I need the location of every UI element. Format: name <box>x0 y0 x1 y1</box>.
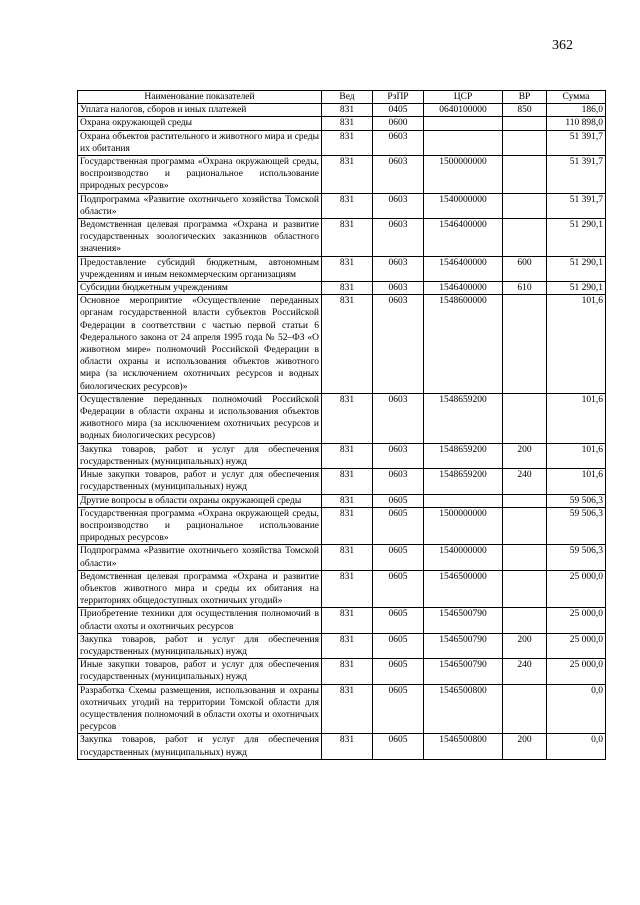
table-row <box>78 117 606 130</box>
row-rzpr: 0405 <box>373 104 424 117</box>
row-rzpr: 0603 <box>373 443 424 468</box>
row-rzpr: 0605 <box>373 570 424 608</box>
row-sum: 101,6 <box>547 393 606 443</box>
row-vr <box>503 117 547 130</box>
row-sum: 51 290,1 <box>547 219 606 257</box>
row-csr: 1546500790 <box>424 659 503 684</box>
row-sum: 51 391,7 <box>547 130 606 155</box>
table-header-row <box>78 91 606 104</box>
table-row <box>78 256 606 281</box>
row-rzpr: 0603 <box>373 295 424 394</box>
row-csr: 1540000000 <box>424 193 503 218</box>
table-row <box>78 734 606 759</box>
row-ved: 831 <box>322 469 373 494</box>
header-rzpr: РзПР <box>373 91 424 104</box>
row-sum: 186,0 <box>547 104 606 117</box>
table-row <box>78 608 606 633</box>
row-name: Подпрограмма «Развитие охотничьего хозяйства Томской области» <box>78 545 322 570</box>
row-ved: 831 <box>322 633 373 658</box>
row-vr: 240 <box>503 469 547 494</box>
row-ved: 831 <box>322 130 373 155</box>
row-ved: 831 <box>322 734 373 759</box>
table-row <box>78 219 606 257</box>
row-csr <box>424 117 503 130</box>
table-row <box>78 295 606 394</box>
table-row <box>78 282 606 295</box>
header-name: Наименование показателей <box>78 91 322 104</box>
row-name: Охрана объектов растительного и животного мира и среды их обитания <box>78 130 322 155</box>
row-sum: 59 506,3 <box>547 494 606 507</box>
row-ved: 831 <box>322 193 373 218</box>
row-name: Охрана окружающей среды <box>78 117 322 130</box>
row-name: Ведомственная целевая программа «Охрана и развитие объектов животного мира и среды их обитания на территориях общедоступных охотничьих угодий» <box>78 570 322 608</box>
row-rzpr: 0605 <box>373 684 424 734</box>
row-name: Иные закупки товаров, работ и услуг для обеспечения государственных (муниципальных) нужд <box>78 659 322 684</box>
row-csr: 1546400000 <box>424 282 503 295</box>
row-rzpr: 0605 <box>373 494 424 507</box>
row-vr <box>503 608 547 633</box>
row-name: Субсидии бюджетным учреждениям <box>78 282 322 295</box>
row-vr <box>503 295 547 394</box>
row-rzpr: 0603 <box>373 219 424 257</box>
row-vr <box>503 393 547 443</box>
row-ved: 831 <box>322 282 373 295</box>
row-ved: 831 <box>322 256 373 281</box>
row-vr: 610 <box>503 282 547 295</box>
row-vr <box>503 545 547 570</box>
row-vr: 200 <box>503 443 547 468</box>
table-row <box>78 130 606 155</box>
row-name: Ведомственная целевая программа «Охрана и развитие государственных зоологических заказников областного значения» <box>78 219 322 257</box>
row-csr: 1548600000 <box>424 295 503 394</box>
row-vr: 200 <box>503 734 547 759</box>
row-name: Приобретение техники для осуществления полномочий в области охоты и охотничьих ресурсов <box>78 608 322 633</box>
row-rzpr: 0603 <box>373 393 424 443</box>
row-name: Закупка товаров, работ и услуг для обеспечения государственных (муниципальных) нужд <box>78 734 322 759</box>
table-row <box>78 684 606 734</box>
row-ved: 831 <box>322 156 373 194</box>
row-sum: 25 000,0 <box>547 570 606 608</box>
row-vr <box>503 156 547 194</box>
row-sum: 25 000,0 <box>547 659 606 684</box>
row-csr: 1546500800 <box>424 684 503 734</box>
row-rzpr: 0605 <box>373 734 424 759</box>
row-ved: 831 <box>322 507 373 545</box>
row-sum: 101,6 <box>547 443 606 468</box>
table-row <box>78 393 606 443</box>
header-csr: ЦСР <box>424 91 503 104</box>
row-csr <box>424 494 503 507</box>
table-row <box>78 633 606 658</box>
row-csr: 1540000000 <box>424 545 503 570</box>
header-ved: Вед <box>322 91 373 104</box>
row-rzpr: 0603 <box>373 469 424 494</box>
row-vr <box>503 494 547 507</box>
row-vr <box>503 684 547 734</box>
row-rzpr: 0603 <box>373 130 424 155</box>
row-rzpr: 0605 <box>373 507 424 545</box>
row-sum: 59 506,3 <box>547 507 606 545</box>
table-row <box>78 494 606 507</box>
table-row <box>78 659 606 684</box>
row-name: Государственная программа «Охрана окружающей среды, воспроизводство и рациональное использование природных ресурсов» <box>78 507 322 545</box>
row-ved: 831 <box>322 659 373 684</box>
header-sum: Сумма <box>547 91 606 104</box>
row-csr: 1548659200 <box>424 443 503 468</box>
row-vr: 200 <box>503 633 547 658</box>
row-sum: 51 391,7 <box>547 156 606 194</box>
row-csr: 1548659200 <box>424 393 503 443</box>
row-ved: 831 <box>322 570 373 608</box>
row-name: Осуществление переданных полномочий Российской Федерации в области охраны и использования объектов животного мира (за исключением охотничьих ресурсов и водных биологических ресурсов) <box>78 393 322 443</box>
row-rzpr: 0605 <box>373 545 424 570</box>
row-name: Основное мероприятие «Осуществление переданных органам государственной власти субъектов Российской Федерации в соответствии с частью первой статьи 6 Федерального закона от 24 апреля 1995 года № 52–ФЗ «О животном мире» полномочий Российской Федерации в области охраны и использования объектов животного мира (за исключением охотничьих ресурсов и водных биологических ресурсов)» <box>78 295 322 394</box>
row-name: Уплата налогов, сборов и иных платежей <box>78 104 322 117</box>
row-csr: 1500000000 <box>424 156 503 194</box>
row-rzpr: 0603 <box>373 193 424 218</box>
row-ved: 831 <box>322 494 373 507</box>
row-sum: 51 290,1 <box>547 282 606 295</box>
row-sum: 0,0 <box>547 684 606 734</box>
table-body <box>78 104 606 760</box>
row-sum: 25 000,0 <box>547 608 606 633</box>
row-sum: 101,6 <box>547 469 606 494</box>
row-name: Разработка Схемы размещения, использования и охраны охотничьих угодий на территории Томской области для осуществления полномочий в области охоты и охотничьих ресурсов <box>78 684 322 734</box>
row-csr: 1546400000 <box>424 219 503 257</box>
row-ved: 831 <box>322 393 373 443</box>
row-vr: 240 <box>503 659 547 684</box>
table-row <box>78 570 606 608</box>
row-csr: 1546500000 <box>424 570 503 608</box>
row-ved: 831 <box>322 104 373 117</box>
row-sum: 51 290,1 <box>547 256 606 281</box>
row-csr: 1546500790 <box>424 608 503 633</box>
row-csr: 1500000000 <box>424 507 503 545</box>
table-row <box>78 193 606 218</box>
row-csr: 0640100000 <box>424 104 503 117</box>
row-sum: 101,6 <box>547 295 606 394</box>
row-name: Закупка товаров, работ и услуг для обеспечения государственных (муниципальных) нужд <box>78 443 322 468</box>
row-sum: 0,0 <box>547 734 606 759</box>
row-vr <box>503 570 547 608</box>
row-csr: 1546500800 <box>424 734 503 759</box>
row-sum: 110 898,0 <box>547 117 606 130</box>
row-name: Закупка товаров, работ и услуг для обеспечения государственных (муниципальных) нужд <box>78 633 322 658</box>
table-row <box>78 104 606 117</box>
row-sum: 51 391,7 <box>547 193 606 218</box>
row-name: Иные закупки товаров, работ и услуг для обеспечения государственных (муниципальных) нужд <box>78 469 322 494</box>
row-sum: 25 000,0 <box>547 633 606 658</box>
table-row <box>78 443 606 468</box>
row-ved: 831 <box>322 684 373 734</box>
row-vr <box>503 219 547 257</box>
row-ved: 831 <box>322 545 373 570</box>
row-name: Подпрограмма «Развитие охотничьего хозяйства Томской области» <box>78 193 322 218</box>
row-csr: 1546400000 <box>424 256 503 281</box>
row-rzpr: 0603 <box>373 282 424 295</box>
row-ved: 831 <box>322 295 373 394</box>
row-rzpr: 0600 <box>373 117 424 130</box>
table-row <box>78 545 606 570</box>
row-sum: 59 506,3 <box>547 545 606 570</box>
row-vr: 600 <box>503 256 547 281</box>
row-name: Предоставление субсидий бюджетным, автономным учреждениям и иным некоммерческим организациям <box>78 256 322 281</box>
row-ved: 831 <box>322 608 373 633</box>
row-vr <box>503 130 547 155</box>
row-vr <box>503 193 547 218</box>
row-vr: 850 <box>503 104 547 117</box>
row-rzpr: 0603 <box>373 156 424 194</box>
row-rzpr: 0605 <box>373 659 424 684</box>
row-name: Государственная программа «Охрана окружающей среды, воспроизводство и рациональное использование природных ресурсов» <box>78 156 322 194</box>
header-vr: ВР <box>503 91 547 104</box>
row-ved: 831 <box>322 219 373 257</box>
row-name: Другие вопросы в области охраны окружающей среды <box>78 494 322 507</box>
row-ved: 831 <box>322 117 373 130</box>
row-ved: 831 <box>322 443 373 468</box>
row-rzpr: 0605 <box>373 608 424 633</box>
page-number: 362 <box>552 38 573 53</box>
row-csr <box>424 130 503 155</box>
table-row <box>78 156 606 194</box>
table-row <box>78 507 606 545</box>
table-row <box>78 469 606 494</box>
row-rzpr: 0603 <box>373 256 424 281</box>
row-rzpr: 0605 <box>373 633 424 658</box>
row-vr <box>503 507 547 545</box>
row-csr: 1548659200 <box>424 469 503 494</box>
budget-table <box>77 90 606 760</box>
row-csr: 1546500790 <box>424 633 503 658</box>
